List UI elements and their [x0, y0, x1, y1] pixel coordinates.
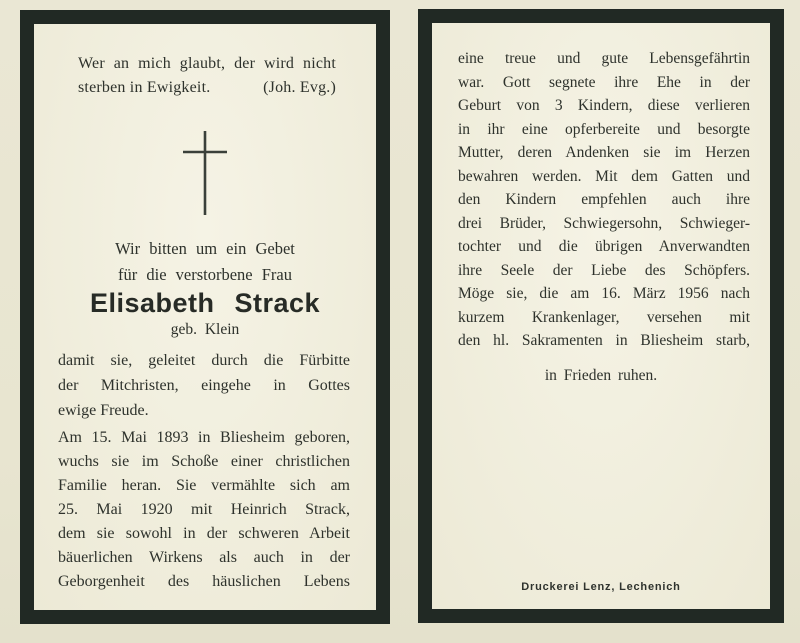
- quote-source: (Joh. Evg.): [263, 79, 336, 96]
- text-line: damit sie, geleitet durch die Fürbitte: [58, 352, 350, 369]
- intro-line-2: für die verstorbene Frau: [118, 265, 292, 284]
- text-line: den Kindern empfehlen auch ihre: [458, 191, 750, 208]
- text-line: Am 15. Mai 1893 in Bliesheim geboren,: [58, 429, 350, 446]
- text-line: kurzem Krankenlager, versehen mit: [458, 308, 750, 326]
- text-line: den hl. Sakramenten in Bliesheim starb,: [458, 332, 750, 349]
- text-line: ewige Freude.: [58, 402, 149, 419]
- maiden-name: geb. Klein: [170, 321, 240, 338]
- text-line: dem sie sowohl in der schweren Arbeit: [58, 525, 350, 542]
- quote-text: sterben in Ewigkeit.: [78, 79, 211, 96]
- obituary-text: [458, 47, 750, 353]
- text-line: bäuerlichen Wirkens als auch in der: [58, 549, 350, 566]
- text-line: Familie heran. Sie vermählte sich am: [58, 477, 350, 494]
- text-line: wuchs sie im Schoße einer christlichen: [58, 453, 350, 470]
- biography-text: [58, 426, 350, 594]
- cross-icon: [34, 130, 376, 216]
- text-line: 25. Mai 1920 mit Heinrich Strack,: [58, 501, 350, 518]
- text-line: der Mitchristen, eingehe in Gottes: [58, 377, 350, 394]
- intro-line-1: Wir bitten um ein Gebet: [115, 239, 295, 258]
- text-line: Mutter, deren Andenken sie im Herzen: [458, 144, 750, 161]
- scripture-quote: [78, 52, 336, 100]
- text-line: in ihr eine opferbereite und besorgte: [458, 120, 750, 138]
- text-line: eine treue und gute Lebensgefährtin: [458, 50, 750, 67]
- text-line: ihre Seele der Liebe des Schöpfers.: [458, 261, 750, 279]
- quote-line-2: [78, 76, 336, 100]
- deceased-name: Elisabeth Strack: [89, 288, 321, 318]
- printer-credit: Druckerei Lenz, Lechenich: [521, 581, 681, 593]
- left-page: [20, 10, 390, 624]
- right-page: [418, 9, 784, 623]
- text-line: war. Gott segnete ihre Ehe in der: [458, 73, 750, 91]
- text-line: drei Brüder, Schwiegersohn, Schwieger-: [458, 214, 750, 232]
- text-line: bewahren werden. Mit dem Gatten und: [458, 167, 750, 185]
- quote-line-1: Wer an mich glaubt, der wird nicht: [78, 55, 336, 72]
- prayer-request-text: [58, 348, 350, 423]
- text-line: Möge sie, die am 16. März 1956 nach: [458, 285, 750, 302]
- closing-line: in Frieden ruhen.: [544, 366, 658, 384]
- text-line: tochter und die übrigen Anverwandten: [458, 238, 750, 255]
- prayer-invitation: [34, 236, 376, 288]
- text-line: Geborgenheit des häuslichen Lebens: [58, 573, 350, 590]
- text-line: Geburt von 3 Kindern, diese verlieren: [458, 97, 750, 114]
